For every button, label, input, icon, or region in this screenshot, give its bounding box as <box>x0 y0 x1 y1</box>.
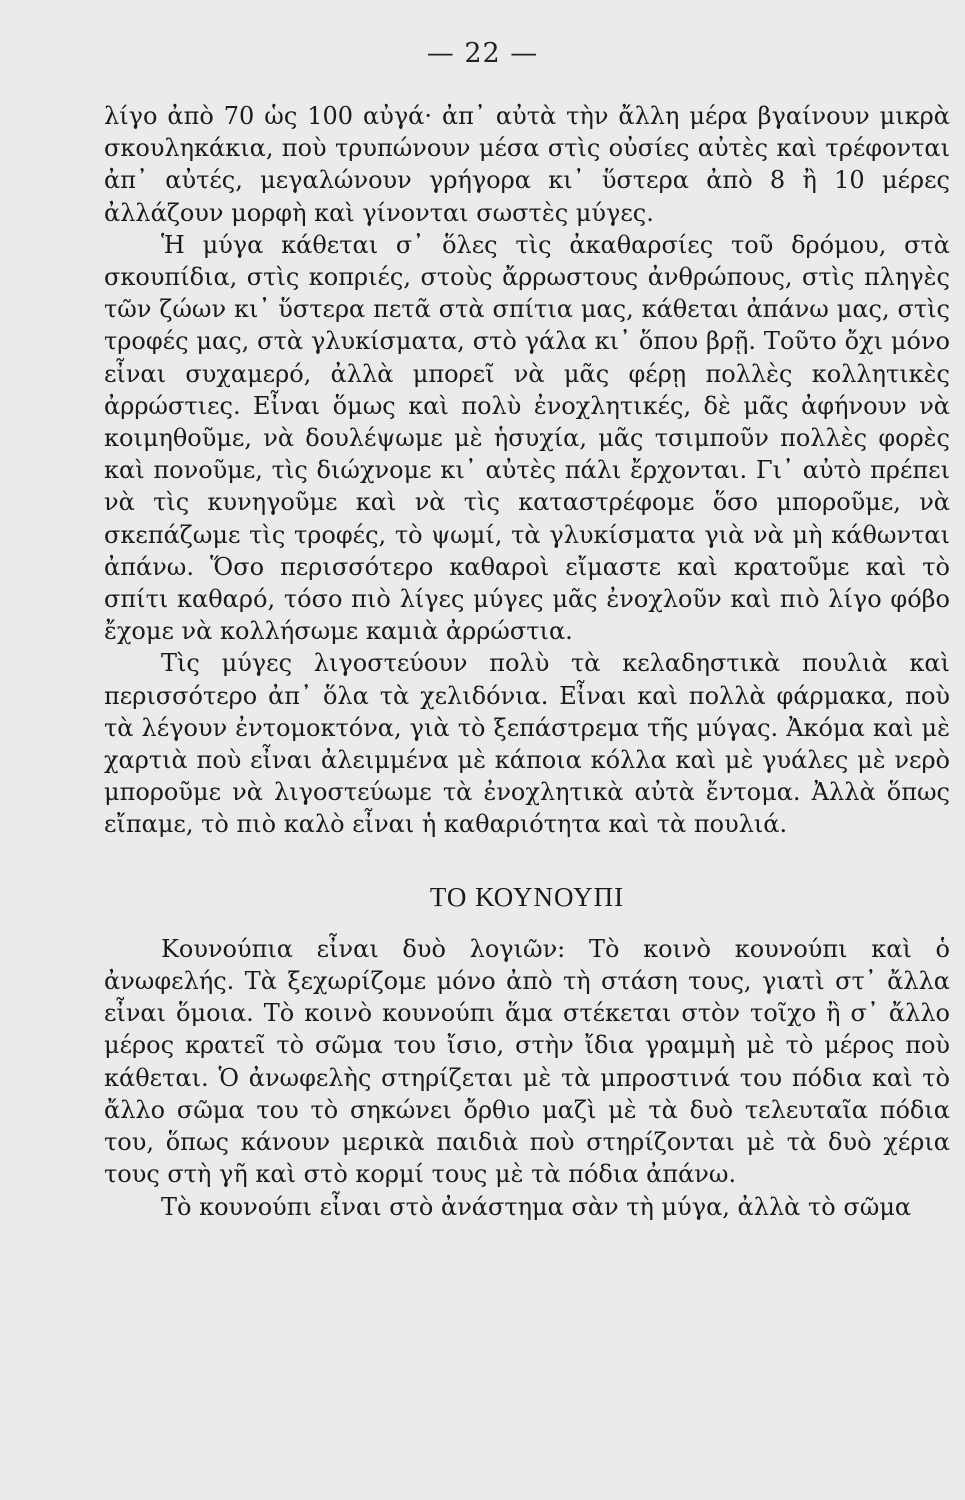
paragraph-fly-eggs: λίγο ἀπὸ 70 ὡς 100 αὐγά· ἀπ᾽ αὐτὰ τὴν ἄλλη μέρα βγαίνουν μικρὰ σκουληκάκια, ποὺ τρυπώνουν μέσα στὶς οὐσίες αὐτὲς καὶ τρέφονται ἀπ᾽ αὐτές, μεγαλώνουν γρήγορα κι᾽ ὕστερα ἀπὸ 8 ἢ 10 μέρες ἀλλάζουν μορφὴ καὶ γίνονται σωστὲς μύγες. <box>104 102 950 227</box>
paragraph-mosquito-size: Τὸ κουνούπι εἶναι στὸ ἀνάστημα σὰν τὴ μύγα, ἀλλὰ τὸ σῶμα <box>161 1192 912 1221</box>
page-body <box>104 100 950 1223</box>
page-number: — 22 — <box>426 38 539 69</box>
paragraph-fly-control: Τὶς μύγες λιγοστεύουν πολὺ τὰ κελαδηστικὰ πουλιὰ καὶ περισσότερο ἀπ᾽ ὅλα τὰ χελιδόνια. Εἶναι καὶ πολλὰ φάρμακα, ποὺ τὰ λέγουν ἐντομοκτόνα, γιὰ τὸ ξεπάστρεμα τῆς μύγας. Ἀκόμα καὶ μὲ χαρτιὰ ποὺ εἶναι ἀλειμμένα μὲ κάποια κόλλα καὶ μὲ γυάλες μὲ νερὸ μποροῦμε νὰ λιγοστεύωμε τὰ ἐνοχλητικὰ αὐτὰ ἔντομα. Ἀλλὰ ὅπως εἴπαμε, τὸ πιὸ καλὸ εἶναι ἡ καθαριότητα καὶ τὰ πουλιά. <box>104 649 950 839</box>
paragraph-fly-dangers: Ἡ μύγα κάθεται σ᾽ ὅλες τὶς ἀκαθαρσίες τοῦ δρόμου, στὰ σκουπίδια, στὶς κοπριές, στοὺς ἄρρωστους ἀνθρώπους, στὶς πληγὲς τῶν ζώων κι᾽ ὕστερα πετᾶ στὰ σπίτια μας, κάθεται ἀπάνω μας, στὶς τροφές μας, στὰ γλυκίσματα, στὸ γάλα κι᾽ ὅπου βρῇ. Τοῦτο ὄχι μόνο εἶναι συχαμερό, ἀλλὰ μπορεῖ νὰ μᾶς φέρῃ πολλὲς κολλητικὲς ἀρρώστιες. Εἶναι ὅμως καὶ πολὺ ἐνοχλητικές, δὲ μᾶς ἀφήνουν νὰ κοιμηθοῦμε, νὰ δουλέψωμε μὲ ἡσυχία, μᾶς τσιμποῦν πολλὲς φορὲς καὶ πονοῦμε, τὶς διώχνομε κι᾽ αὐτὲς πάλι ἔρχονται. Γι᾽ αὐτὸ πρέπει νὰ τὶς κυνηγοῦμε καὶ νὰ τὶς καταστρέφομε ὅσο μποροῦμε, νὰ σκεπάζωμε τὶς τροφές, τὸ ψωμί, τὰ γλυκίσματα γιὰ νὰ μὴ κάθωνται ἀπάνω. Ὅσο περισσότερο καθαροὶ εἴμαστε καὶ κρατοῦμε καὶ τὸ σπίτι καθαρό, τόσο πιὸ λίγες μύγες μᾶς ἐνοχλοῦν καὶ πιὸ λίγο φόβο ἔχομε νὰ κολλήσωμε καμιὰ ἀρρώστια. <box>104 230 950 646</box>
section-heading-mosquito: ΤΟ ΚΟΥΝΟΥΠΙ <box>429 881 625 912</box>
paragraph-mosquito-types: Κουνούπια εἶναι δυὸ λογιῶν: Τὸ κοινὸ κουνούπι καὶ ὁ ἀνωφελής. Τὰ ξεχωρίζομε μόνο ἀπὸ τὴ στάση τους, γιατὶ στ᾽ ἄλλα εἶναι ὅμοια. Τὸ κοινὸ κουνούπι ἅμα στέκεται στὸν τοῖχο ἢ σ᾽ ἄλλο μέρος κρατεῖ τὸ σῶμα του ἴσιο, στὴν ἴδια γραμμὴ μὲ τὸ μέρος ποὺ κάθεται. Ὁ ἀνωφελὴς στηρίζεται μὲ τὰ μπροστινά του πόδια καὶ τὸ ἄλλο σῶμα του τὸ σηκώνει ὄρθιο μαζὶ μὲ τὰ δυὸ τελευταῖα πόδια του, ὅπως κάνουν μερικὰ παιδιὰ ποὺ στηρίζονται μὲ τὰ δυὸ χέρια τους στὴ γῆ καὶ στὸ κορμί τους μὲ τὰ πόδια ἀπάνω. <box>104 934 950 1189</box>
